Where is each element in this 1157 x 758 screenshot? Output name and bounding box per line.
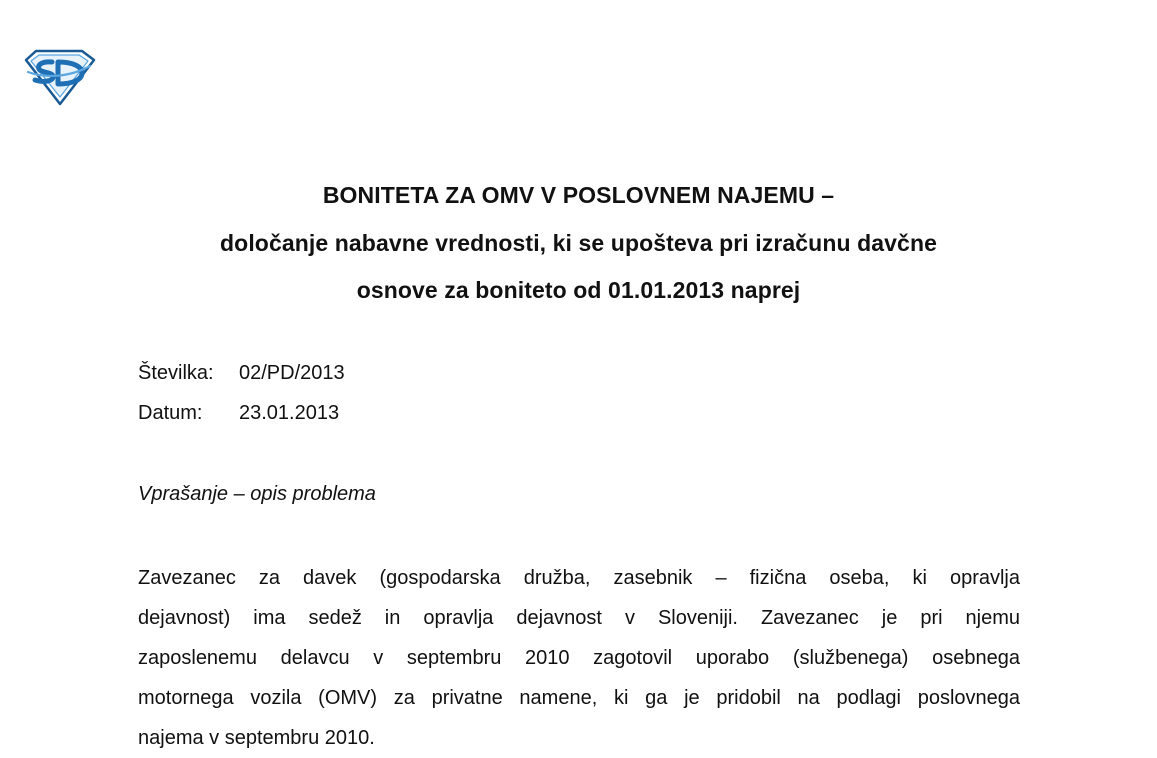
meta-date-row xyxy=(138,398,345,438)
sd-logo-icon xyxy=(22,48,96,106)
body-paragraph xyxy=(138,558,1020,758)
document-meta xyxy=(138,358,345,438)
body-line: dejavnost) ima sedež in opravlja dejavnost v Sloveniji. Zavezanec je pri njemu xyxy=(138,607,1020,629)
date-value: 23.01.2013 xyxy=(239,402,340,424)
title-line-3: osnove za boniteto od 01.01.2013 naprej xyxy=(356,277,801,303)
meta-number-row xyxy=(138,358,345,398)
document-title xyxy=(0,172,1157,315)
body-line: najema v septembru 2010. xyxy=(138,727,375,749)
date-label: Datum: xyxy=(138,402,203,424)
title-line-1: BONITETA ZA OMV V POSLOVNEM NAJEMU – xyxy=(322,182,835,208)
body-line: zaposlenemu delavcu v septembru 2010 zagotovil uporabo (službenega) osebnega xyxy=(138,647,1020,669)
number-value: 02/PD/2013 xyxy=(239,362,345,384)
section-heading: Vprašanje – opis problema xyxy=(138,483,376,505)
title-line-2: določanje nabavne vrednosti, ki se upošteva pri izračunu davčne xyxy=(220,229,937,256)
number-label: Številka: xyxy=(138,362,214,384)
body-line: motornega vozila (OMV) za privatne namene, ki ga je pridobil na podlagi poslovnega xyxy=(138,687,1020,709)
body-line: Zavezanec za davek (gospodarska družba, zasebnik – fizična oseba, ki opravlja xyxy=(138,567,1020,589)
